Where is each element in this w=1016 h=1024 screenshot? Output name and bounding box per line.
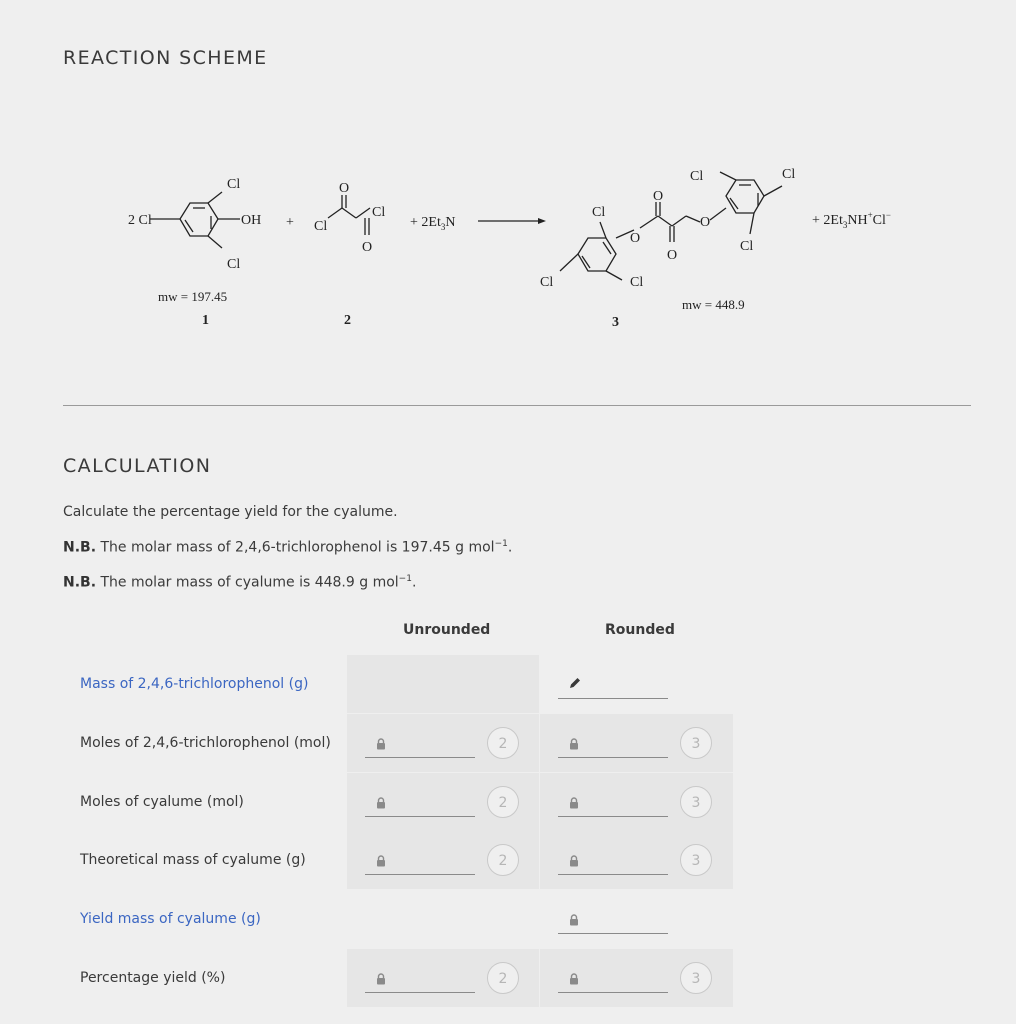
lock-icon bbox=[568, 913, 580, 925]
unrounded-input bbox=[365, 964, 475, 993]
compound-number-1: 1 bbox=[202, 313, 209, 328]
unrounded-cell bbox=[347, 773, 539, 831]
scheme-cl: Cl bbox=[540, 275, 554, 290]
row-label: Percentage yield (%) bbox=[80, 970, 226, 986]
unrounded-input bbox=[365, 729, 475, 758]
rounded-input bbox=[558, 729, 668, 758]
significant-figures-badge: 2 bbox=[487, 786, 519, 818]
scheme-o: O bbox=[653, 189, 664, 204]
reactant-1-structure bbox=[150, 192, 240, 248]
mw-product-3: mw = 448.9 bbox=[682, 297, 745, 312]
lock-icon bbox=[375, 737, 387, 749]
unrounded-cell bbox=[347, 890, 539, 948]
significant-figures-badge: 3 bbox=[680, 844, 712, 876]
table-row bbox=[63, 714, 743, 772]
significant-figures-badge: 3 bbox=[680, 962, 712, 994]
table-row bbox=[63, 655, 743, 713]
note-molar-mass-cyalume: N.B. The molar mass of cyalume is 448.9 g mol$^{-1}$. bbox=[63, 574, 417, 591]
rounded-cell bbox=[540, 890, 733, 948]
scheme-cl: Cl bbox=[227, 257, 241, 272]
rounded-input[interactable] bbox=[558, 670, 668, 699]
lock-icon bbox=[375, 796, 387, 808]
product-3-structure bbox=[560, 172, 782, 280]
scheme-cl: Cl bbox=[782, 167, 796, 182]
significant-figures-badge: 3 bbox=[680, 786, 712, 818]
compound-number-2: 2 bbox=[344, 313, 351, 328]
column-header-rounded: Rounded bbox=[605, 622, 675, 638]
rounded-cell bbox=[540, 773, 733, 831]
scheme-o: O bbox=[362, 240, 373, 255]
scheme-cl: Cl bbox=[314, 219, 328, 234]
significant-figures-badge: 2 bbox=[487, 844, 519, 876]
reactant-2-structure bbox=[328, 195, 370, 235]
table-row bbox=[63, 773, 743, 831]
rounded-cell bbox=[540, 655, 733, 713]
row-label: Moles of cyalume (mol) bbox=[80, 793, 244, 810]
row-label: Theoretical mass of cyalume (g) bbox=[80, 852, 306, 869]
unrounded-input bbox=[365, 846, 475, 875]
row-label-link[interactable]: Yield mass of cyalume (g) bbox=[80, 911, 261, 928]
rounded-cell bbox=[540, 831, 733, 889]
rounded-input bbox=[558, 846, 668, 875]
reaction-scheme-heading: REACTION SCHEME bbox=[63, 47, 268, 69]
scheme-cl: Cl bbox=[690, 169, 704, 184]
mw-reactant-1: mw = 197.45 bbox=[158, 289, 228, 304]
lock-icon bbox=[375, 854, 387, 866]
section-divider bbox=[63, 405, 971, 406]
unrounded-cell bbox=[347, 714, 539, 772]
unrounded-cell bbox=[347, 831, 539, 889]
pencil-icon bbox=[568, 676, 582, 690]
scheme-o: O bbox=[667, 248, 678, 263]
significant-figures-badge: 3 bbox=[680, 727, 712, 759]
unrounded-cell bbox=[347, 655, 539, 713]
rounded-input bbox=[558, 788, 668, 817]
table-row bbox=[63, 831, 743, 889]
calculation-heading: CALCULATION bbox=[63, 455, 212, 477]
note-molar-mass-phenol: N.B. The molar mass of 2,4,6-trichlorophenol is 197.45 g mol$^{-1}$. bbox=[63, 539, 513, 556]
table-row bbox=[63, 890, 743, 948]
scheme-cl: Cl bbox=[372, 205, 386, 220]
rounded-input bbox=[558, 905, 668, 934]
scheme-coefficient: 2 Cl bbox=[128, 213, 152, 228]
scheme-salt: + $2Et_3NH^+Cl^-$ bbox=[812, 210, 891, 230]
scheme-oh: OH bbox=[241, 213, 262, 228]
scheme-cl: Cl bbox=[592, 205, 606, 220]
significant-figures-badge: 2 bbox=[487, 727, 519, 759]
scheme-cl: Cl bbox=[740, 239, 754, 254]
rounded-cell bbox=[540, 949, 733, 1007]
scheme-cl: Cl bbox=[227, 177, 241, 192]
lock-icon bbox=[568, 972, 580, 984]
scheme-plus: + bbox=[286, 215, 294, 230]
rounded-input bbox=[558, 964, 668, 993]
lock-icon bbox=[568, 737, 580, 749]
unrounded-cell bbox=[347, 949, 539, 1007]
scheme-o: O bbox=[700, 215, 711, 230]
instruction-text: Calculate the percentage yield for the cyalume. bbox=[63, 504, 398, 520]
row-label: Moles of 2,4,6-trichlorophenol (mol) bbox=[80, 734, 331, 751]
unrounded-input bbox=[365, 788, 475, 817]
scheme-o: O bbox=[630, 231, 641, 246]
lock-icon bbox=[568, 796, 580, 808]
significant-figures-badge: 2 bbox=[487, 962, 519, 994]
scheme-cl: Cl bbox=[630, 275, 644, 290]
table-row bbox=[63, 949, 743, 1007]
reaction-scheme-image bbox=[110, 150, 910, 340]
lock-icon bbox=[375, 972, 387, 984]
lock-icon bbox=[568, 854, 580, 866]
scheme-o: O bbox=[339, 181, 350, 196]
scheme-base: + $2Et_3N$ bbox=[410, 215, 456, 232]
rounded-cell bbox=[540, 714, 733, 772]
compound-number-3: 3 bbox=[612, 315, 619, 330]
column-header-unrounded: Unrounded bbox=[403, 622, 491, 638]
row-label-link[interactable]: Mass of 2,4,6-trichlorophenol (g) bbox=[80, 676, 309, 692]
